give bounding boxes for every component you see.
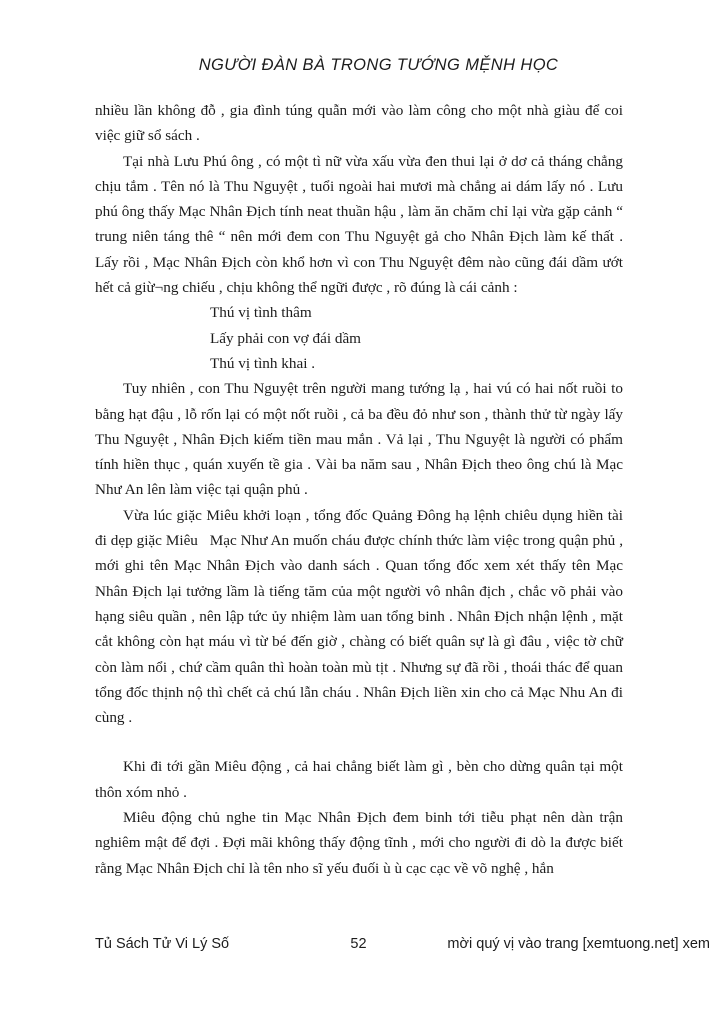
paragraph: Tuy nhiên , con Thu Nguyệt trên người mang tướng lạ , hai vú có hai nốt ruồi to bằng hạt đậu , lỗ rốn lại có một nốt ruồi , cả ba đều đỏ như son , thành thử từ ngày lấy Thu Nguyệt , Nhân Địch kiếm tiền mau mắn . Vả lại , Thu Nguyệt là người có phẩm tính hiền thục , quán xuyến tề gia . Vài ba năm sau , Nhân Địch theo ông chú là Mạc Như An lên làm việc tại quận phủ . xyxy=(95,380,623,499)
page-footer xyxy=(0,936,717,958)
verse-line: Lấy phải con vợ đái dầm xyxy=(210,329,361,347)
verse-line: Thú vị tình khai . xyxy=(210,354,316,372)
verse-block xyxy=(95,300,623,376)
body-text xyxy=(95,98,623,881)
paragraph: Miêu động chủ nghe tin Mạc Nhân Địch đem binh tới tiễu phạt nên dàn trận nghiêm mật để đợi . Đợi mãi không thấy động tĩnh , mới cho người đi dò la được biết rằng Mạc Nhân Địch chỉ là tên nho sĩ yếu đuối ù ù cạc cạc về võ nghệ , hắn xyxy=(95,809,623,877)
page-header-title: NGƯỜI ĐÀN BÀ TRONG TƯỚNG MỆNH HỌC xyxy=(198,56,559,74)
footer-series-title: Tủ Sách Tử Vi Lý Số xyxy=(95,936,230,952)
footer-site-note: mời quý vị vào trang [xemtuong.net] xem xyxy=(447,936,710,952)
paragraph: Vừa lúc giặc Miêu khởi loạn , tổng đốc Quảng Đông hạ lệnh chiêu dụng hiền tài đi dẹp giặc Miêu Mạc Như An muốn cháu được chính thức làm việc trong quận phủ , mới ghi tên Mạc Nhân Địch vào danh sách . Quan tổng đốc xem xét thấy tên Mạc Nhân Địch lại tưởng lầm là tiếng tăm của một người vô nhân địch , chắc võ phải vào hạng siêu quần , nên lập tức ủy nhiệm làm uan tổng binh . Nhân Địch nhận lệnh , mặt cắt không còn hạt máu vì từ bé đến giờ , chàng có biết quân sự là gì đâu , việc tờ chữ còn làm nổi , chứ cầm quân thì hoàn toàn mù tịt . Nhưng sự đã rồi , thoái thác để quan tổng đốc thịnh nộ thì chết cả chú lẫn cháu . Nhân Địch liền xin cho cả Mạc Nhu An đi cùng . xyxy=(95,506,623,727)
verse-line: Thú vị tình thâm xyxy=(210,304,312,322)
footer-page-number: 52 xyxy=(350,936,367,952)
paragraph: nhiều lần không đỗ , gia đình túng quẫn mới vào làm công cho một nhà giàu để coi việc giữ sổ sách . xyxy=(95,102,623,145)
paragraph: Tại nhà Lưu Phú ông , có một tì nữ vừa xấu vừa đen thui lại ở dơ cả tháng chẳng chịu tắm . Tên nó là Thu Nguyệt , tuổi ngoài hai mươi mà chẳng ai dám lấy nó . Lưu phú ông thấy Mạc Nhân Địch tính neat thuần hậu , làm ăn chăm chỉ lại vừa gặp cảnh “ trung niên táng thê “ nên mới đem con Thu Nguyệt gả cho Nhân Địch làm kế thất . Lấy rồi , Mạc Nhân Địch còn khổ hơn vì con Thu Nguyệt đêm nào cũng đái dầm ướt hết cả giừ¬ng chiếu , chịu không thể ngữi được , rõ đúng là cái cảnh : xyxy=(95,152,623,297)
paragraph: Khi đi tới gần Miêu động , cả hai chẳng biết làm gì , bèn cho dừng quân tại một thôn xóm nhỏ . xyxy=(95,758,623,801)
